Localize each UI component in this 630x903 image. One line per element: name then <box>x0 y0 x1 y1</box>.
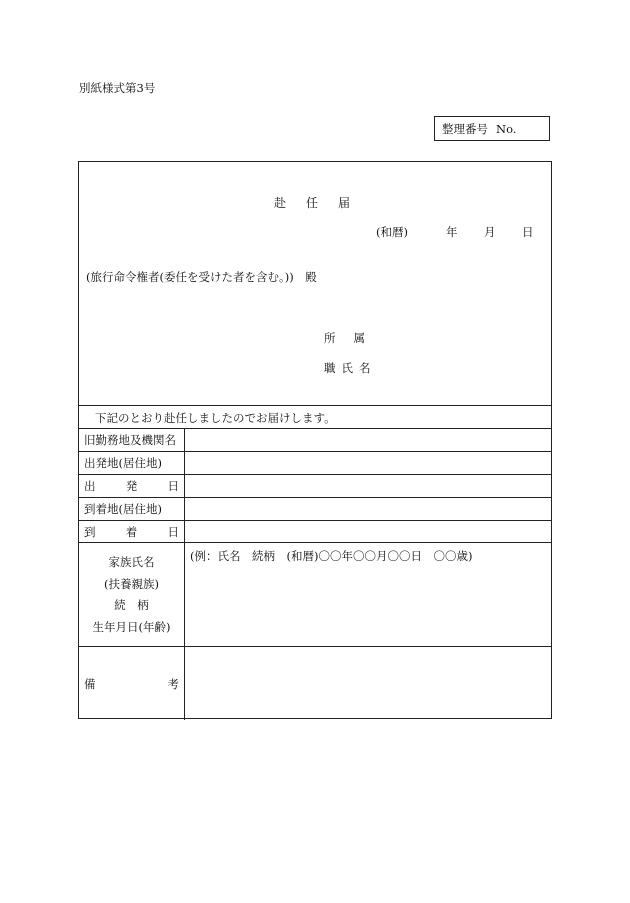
intro-text: 下記のとおり赴任しましたのでお届けします。 <box>95 411 336 425</box>
family-label-line: 生年月日(年齢) <box>92 619 171 634</box>
date-year: 年 <box>446 225 458 239</box>
date-day: 日 <box>522 225 534 239</box>
arrival-place-field[interactable] <box>185 498 551 520</box>
date-era: (和暦) <box>376 225 408 239</box>
remarks-label <box>79 676 184 692</box>
label-char: 備 <box>84 677 96 691</box>
prev-office-label: 旧勤務地及機関名 <box>84 433 176 447</box>
reference-number-box[interactable] <box>434 116 550 141</box>
arrival-date-label <box>79 524 184 540</box>
label-char: 発 <box>95 456 107 470</box>
departure-place-field[interactable] <box>185 452 551 474</box>
label-char: 発 <box>125 479 138 493</box>
label-char: 地 <box>107 456 119 470</box>
label-char: 出 <box>84 479 96 493</box>
label-char: (居 <box>118 456 135 470</box>
document-title: 赴任届 <box>273 196 370 210</box>
name-label: 職氏名 <box>324 361 377 375</box>
reference-number-no: No. <box>496 121 517 136</box>
departure-date-field[interactable] <box>185 475 551 497</box>
remarks-field[interactable] <box>185 647 551 718</box>
label-char: 地) <box>146 502 162 516</box>
label-char: 日 <box>167 525 179 539</box>
arrival-date-field[interactable] <box>185 521 551 542</box>
addressee: (旅行命令権者(委任を受けた者を含む。)) 殿 <box>86 270 317 284</box>
prev-office-field[interactable] <box>185 429 551 451</box>
label-char: 出 <box>84 456 96 470</box>
date-month: 月 <box>484 225 496 239</box>
label-char: 日 <box>167 479 179 493</box>
label-char: (居 <box>118 502 135 516</box>
family-label-line: (扶養親族) <box>104 576 159 591</box>
family-label <box>79 552 184 638</box>
rule <box>79 405 551 406</box>
family-example: (例：氏名 続柄 (和暦)〇〇年〇〇月〇〇日 〇〇歳) <box>190 549 473 563</box>
label-char: 到 <box>84 502 96 516</box>
label-char: 地) <box>146 456 162 470</box>
label-char: 到 <box>84 525 96 539</box>
label-char: 着 <box>125 525 138 539</box>
rule <box>79 542 551 543</box>
family-label-line: 続 柄 <box>114 598 149 612</box>
departure-date-label <box>79 478 184 494</box>
family-field[interactable] <box>185 564 551 646</box>
date-line <box>376 224 534 240</box>
label-char: 住 <box>134 456 146 470</box>
reference-number-label: 整理番号 <box>442 121 488 136</box>
label-char: 着 <box>95 502 107 516</box>
label-char: 住 <box>134 502 146 516</box>
form-number: 別紙様式第3号 <box>79 81 156 95</box>
label-char: 地 <box>107 502 119 516</box>
family-label-line: 家族氏名 <box>108 555 155 569</box>
arrival-place-label <box>79 501 184 517</box>
affiliation-label: 所属 <box>324 331 383 345</box>
form-frame <box>78 161 552 719</box>
departure-place-label <box>79 455 184 471</box>
label-char: 考 <box>167 677 179 691</box>
